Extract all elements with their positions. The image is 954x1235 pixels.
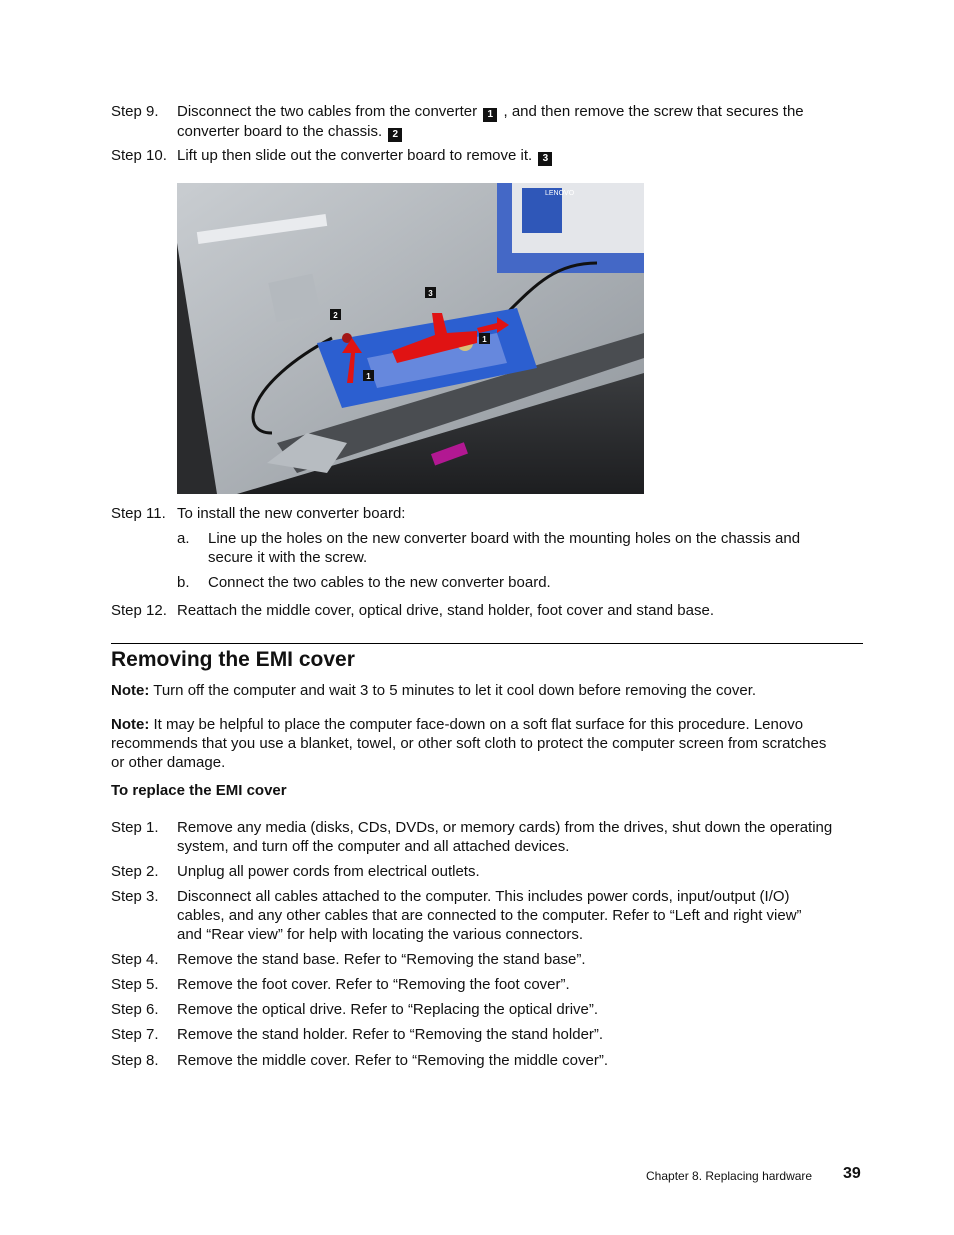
page-number: 39 — [843, 1165, 861, 1182]
note-1 — [111, 681, 863, 700]
note-text: Turn off the computer and wait 3 to 5 minutes to let it cool down before removing the cover. — [153, 682, 757, 699]
note-2: Note: It may be helpful to place the computer face-down on a soft flat surface for this procedure. Lenovo recommends that you use a blanket, towel, or other soft cloth to protect the computer screen from scratches or other damage. — [111, 716, 827, 771]
drive-label: LENOVO — [545, 190, 575, 197]
section-title: Removing the EMI cover — [111, 648, 355, 671]
photo-callout-3: 3 — [428, 289, 433, 298]
photo-callout-1b: 1 — [482, 335, 487, 344]
step-label: Step 9. — [111, 103, 159, 120]
step-text: Lift up then slide out the converter board to remove it. 3 — [177, 146, 863, 166]
substep-text: Line up the holes on the new converter board with the mounting holes on the chassis and secure it with the screw. — [208, 530, 801, 566]
step-text: To install the new converter board: — [177, 505, 406, 522]
procedure-subheading: To replace the EMI cover — [111, 782, 287, 799]
step-text: Disconnect the two cables from the converter 1 , and then remove the screw that secures the converter board to the chassis. 2 — [177, 103, 804, 140]
callout-3-badge: 3 — [538, 152, 552, 166]
substep-text: Connect the two cables to the new converter board. — [208, 574, 551, 591]
converter-board-photo — [177, 183, 644, 494]
step-text: Reattach the middle cover, optical drive, stand holder, foot cover and stand base. — [177, 602, 714, 619]
note-label: Note: — [111, 682, 150, 699]
callout-2-badge: 2 — [388, 128, 402, 142]
photo-callout-2: 2 — [333, 311, 338, 320]
note-label: Note: — [111, 716, 150, 733]
footer-chapter: Chapter 8. Replacing hardware — [646, 1169, 813, 1183]
section-divider — [111, 643, 863, 644]
step-label: Step 12. — [111, 602, 167, 619]
substep-label: b. — [177, 574, 190, 591]
substep-label: a. — [177, 530, 190, 547]
converter-board-illustration — [177, 183, 644, 494]
photo-callout-1a: 1 — [366, 372, 371, 381]
step-label: Step 11. — [111, 505, 166, 522]
step-label: Step 10. — [111, 147, 167, 164]
callout-1-badge: 1 — [483, 108, 497, 122]
